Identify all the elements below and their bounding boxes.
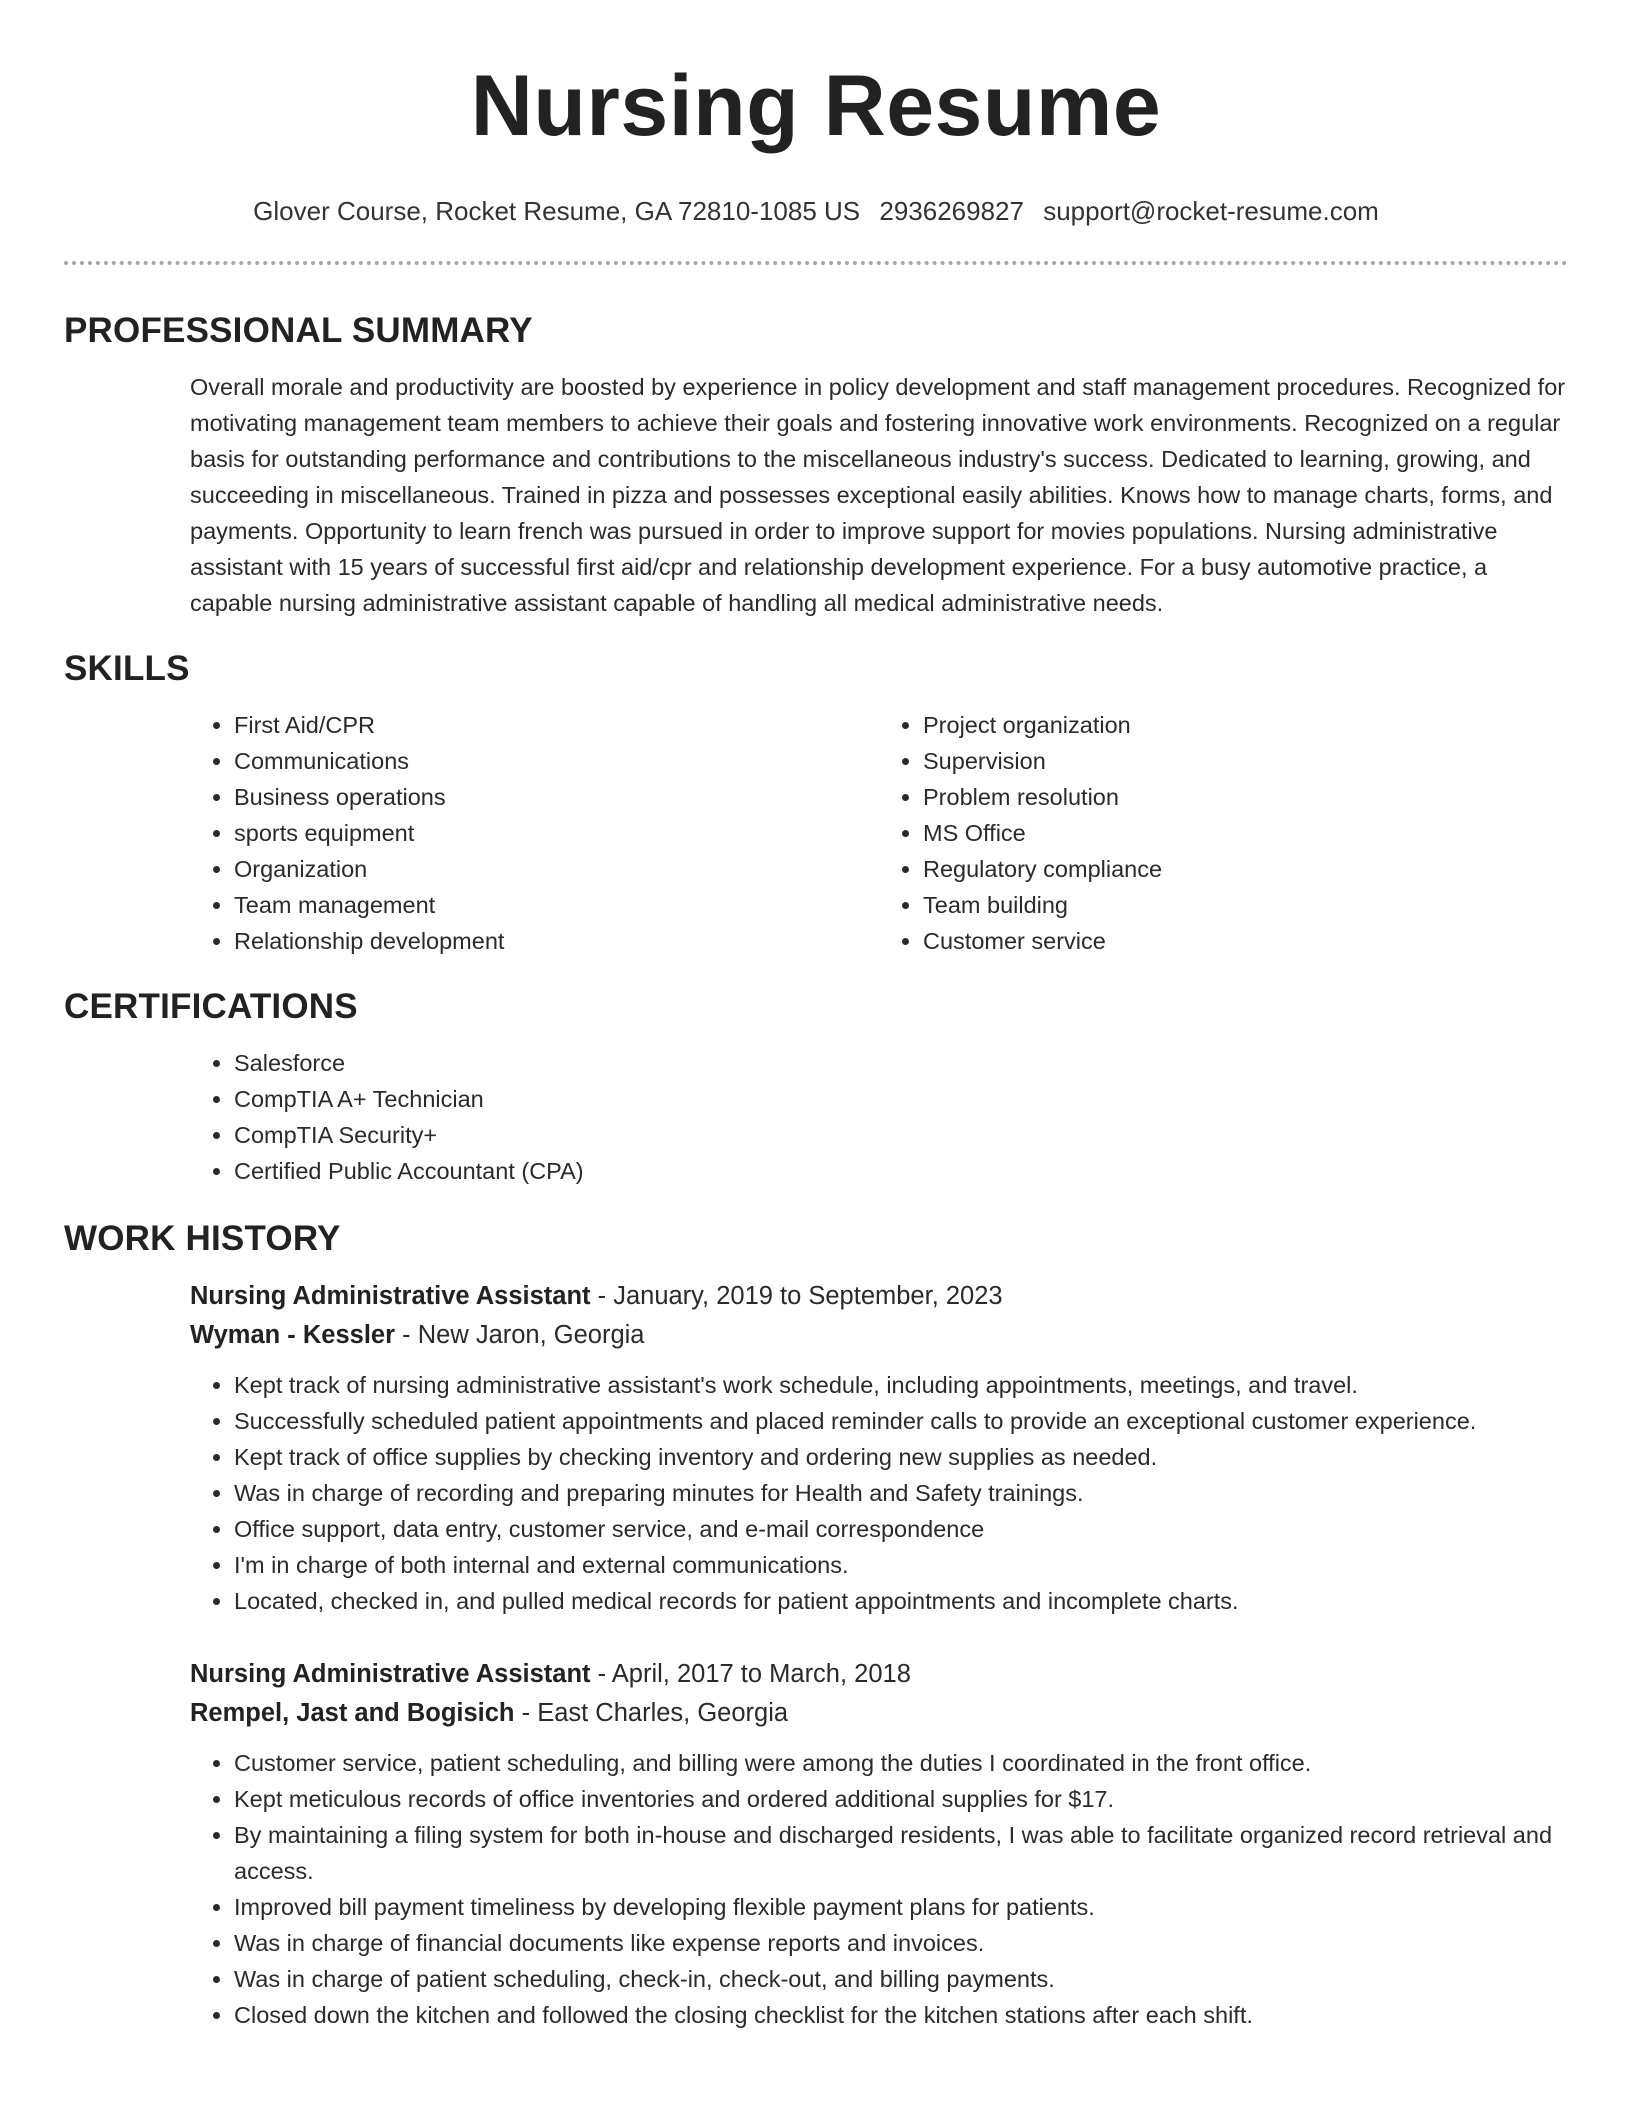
skill-item: • Supervision (923, 743, 1568, 779)
job-duty: • Kept track of nursing administrative assistant's work schedule, including appointments, meetings, and travel. (234, 1367, 1568, 1403)
job-duty: • Customer service, patient scheduling, and billing were among the duties I coordinated in the front office. (234, 1745, 1568, 1781)
job-duties-list (190, 1367, 1568, 1619)
skill-item: • Team management (234, 887, 879, 923)
summary-section (0, 309, 1632, 621)
resume-header (0, 0, 1632, 227)
skills-grid (190, 707, 1568, 959)
job-duty: • By maintaining a filing system for both in-house and discharged residents, I was able to facilitate organized record retrieval and access. (234, 1817, 1568, 1889)
job-separator: - (597, 1282, 614, 1310)
skill-item: • First Aid/CPR (234, 707, 879, 743)
work-history-heading: WORK HISTORY (64, 1219, 341, 1258)
job-separator: - (521, 1699, 538, 1727)
job-dates: January, 2019 to September, 2023 (613, 1282, 1003, 1310)
job-location: East Charles, Georgia (537, 1699, 789, 1727)
contact-phone: 2936269827 (879, 196, 1024, 226)
job-dates: April, 2017 to March, 2018 (611, 1660, 911, 1688)
certification-item: • CompTIA A+ Technician (234, 1081, 1568, 1117)
job-company: Rempel, Jast and Bogisich (190, 1699, 515, 1727)
job-title-line (190, 1655, 1568, 1694)
job-duty: • I'm in charge of both internal and external communications. (234, 1547, 1568, 1583)
skill-item: • Team building (923, 887, 1568, 923)
certifications-heading: CERTIFICATIONS (64, 987, 358, 1026)
skill-item: • Project organization (923, 707, 1568, 743)
header-divider (64, 261, 1568, 265)
skills-list-left (190, 707, 879, 959)
job-duty: • Kept track of office supplies by checking inventory and ordering new supplies as needed. (234, 1439, 1568, 1475)
skill-item: • Relationship development (234, 923, 879, 959)
job-duty: • Office support, data entry, customer service, and e-mail correspondence (234, 1511, 1568, 1547)
job-duty: • Was in charge of recording and preparing minutes for Health and Safety trainings. (234, 1475, 1568, 1511)
job-duty: • Successfully scheduled patient appointments and placed reminder calls to provide an exceptional customer experience. (234, 1403, 1568, 1439)
skill-item: • Problem resolution (923, 779, 1568, 815)
contact-address: Glover Course, Rocket Resume, GA 72810-1085 US (253, 196, 861, 226)
certifications-list (190, 1045, 1568, 1189)
job-role: Nursing Administrative Assistant (190, 1660, 591, 1688)
job-duty: • Closed down the kitchen and followed the closing checklist for the kitchen stations after each shift. (234, 1997, 1568, 2033)
summary-paragraph: Overall morale and productivity are boosted by experience in policy development and staff management procedures. Recognized for motivating management team members to achieve their goals and fostering innovative work environments. Recognized on a regular basis for outstanding performance and contributions to the miscellaneous industry's success. Dedicated to learning, growing, and succeeding in miscellaneous. Trained in pizza and possesses exceptional easily abilities. Knows how to manage charts, forms, and payments. Opportunity to learn french was pursued in order to improve support for movies populations. Nursing administrative assistant with 15 years of successful first aid/cpr and relationship development experience. For a busy automotive practice, a capable nursing administrative assistant capable of handling all medical administrative needs. (190, 374, 1566, 616)
skill-item: • Customer service (923, 923, 1568, 959)
certification-item: • Certified Public Accountant (CPA) (234, 1153, 1568, 1189)
job-location: New Jaron, Georgia (417, 1321, 645, 1349)
job-company: Wyman - Kessler (190, 1321, 396, 1349)
contact-email: support@rocket-resume.com (1043, 196, 1379, 226)
certification-item: • Salesforce (234, 1045, 1568, 1081)
skill-item: • Regulatory compliance (923, 851, 1568, 887)
skill-item: • sports equipment (234, 815, 879, 851)
skills-list-right (879, 707, 1568, 959)
skill-item: • MS Office (923, 815, 1568, 851)
job-duty: • Was in charge of financial documents like expense reports and invoices. (234, 1925, 1568, 1961)
certification-item: • CompTIA Security+ (234, 1117, 1568, 1153)
job-company-line (190, 1694, 1568, 1733)
resume-name: Nursing Resume (470, 58, 1162, 154)
summary-heading: PROFESSIONAL SUMMARY (64, 311, 533, 350)
job-duty: • Kept meticulous records of office inventories and ordered additional supplies for $17. (234, 1781, 1568, 1817)
skills-section (0, 647, 1632, 959)
job-duty: • Located, checked in, and pulled medical records for patient appointments and incomplete charts. (234, 1583, 1568, 1619)
job-company-line (190, 1316, 1568, 1355)
job-title-line (190, 1277, 1568, 1316)
job-duty: • Improved bill payment timeliness by developing flexible payment plans for patients. (234, 1889, 1568, 1925)
job-separator: - (597, 1660, 612, 1688)
skill-item: • Communications (234, 743, 879, 779)
job-entry (190, 1655, 1568, 2033)
skills-heading: SKILLS (64, 649, 190, 688)
certifications-section (0, 985, 1632, 1189)
job-duty: • Was in charge of patient scheduling, check-in, check-out, and billing payments. (234, 1961, 1568, 1997)
work-history-section (0, 1217, 1632, 2033)
contact-line (0, 196, 1632, 227)
skill-item: • Organization (234, 851, 879, 887)
job-duties-list (190, 1745, 1568, 2033)
skill-item: • Business operations (234, 779, 879, 815)
job-entry (190, 1277, 1568, 1619)
job-role: Nursing Administrative Assistant (190, 1282, 591, 1310)
job-separator: - (402, 1321, 418, 1349)
